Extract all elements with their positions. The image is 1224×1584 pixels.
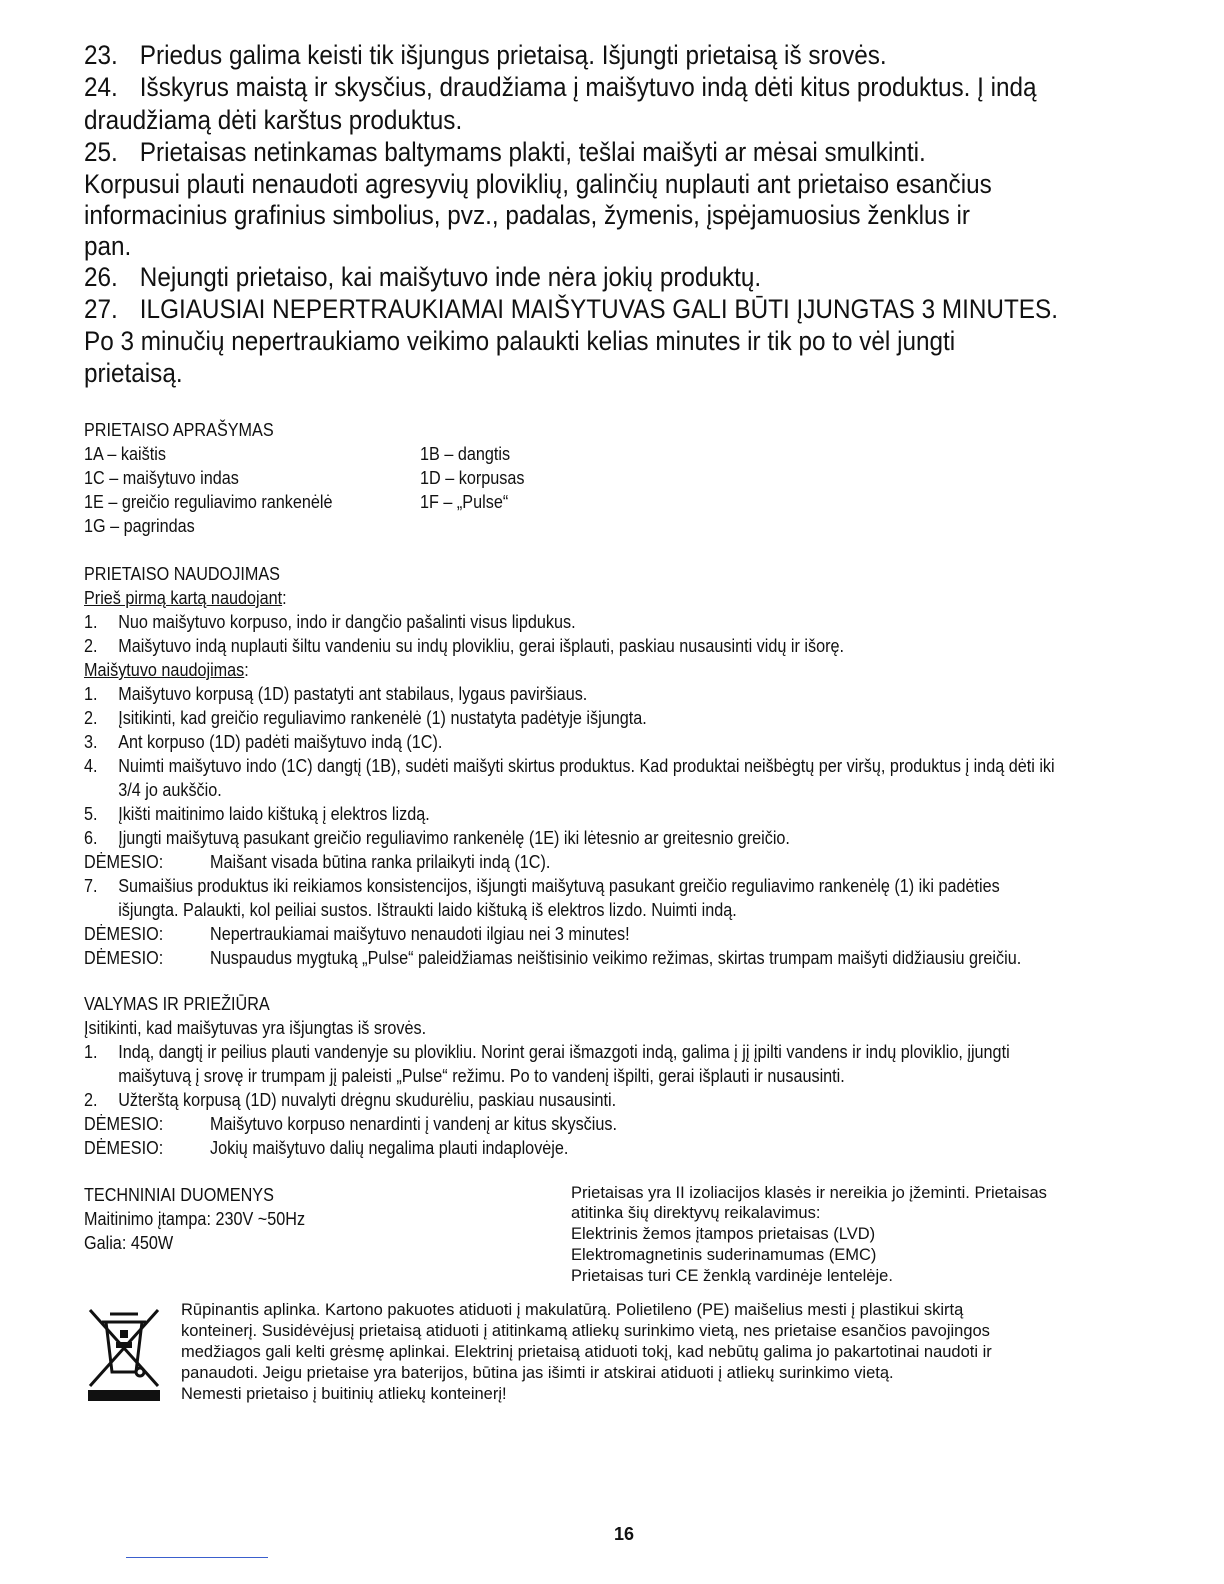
cleaning-intro: Įsitikinti, kad maišytuvas yra išjungtas iš srovės. <box>84 1018 427 1038</box>
list-item-cont: maišytuvą į srovę ir trumpam jį paleisti „Pulse“ režimu. Po to vandenį išpilti, gerai išplauti ir nusausinti. <box>118 1066 845 1086</box>
warning-27: 27. ILGIAUSIAI NEPERTRAUKIAMAI MAIŠYTUVAS GALI BŪTI ĮJUNGTAS 3 MINUTES. <box>84 294 1058 324</box>
environment-line: konteinerį. Susidėvėjusį prietaisą atiduoti į atitinkamą atliekų surinkimo vietą, nes prietaise esančios pavojingos <box>181 1322 990 1340</box>
attention-note: DĖMESIO: Nuspaudus mygtuką „Pulse“ paleidžiamas neištisinio veikimo režimas, skirtas trumpam maišyti didžiausiu greičiu. <box>84 948 1022 968</box>
environment-line: Nemesti prietaiso į buitinių atliekų konteinerį! <box>181 1385 507 1403</box>
warning-24-cont: draudžiamą dėti karštus produktus. <box>84 105 463 135</box>
description-heading: PRIETAISO APRAŠYMAS <box>84 420 274 440</box>
use-heading: Maišytuvo naudojimas: <box>84 660 249 680</box>
environment-line: medžiagos gali kelti grėsmę aplinkai. Elektrinį prietaisą atiduoti tokį, kad nebūtų galima jo pakartotinai naudoti ir <box>181 1343 992 1361</box>
list-item: 2. Maišytuvo indą nuplauti šiltu vandeniu su indų plovikliu, gerai išplauti, paskiau nusausinti vidų ir išorę. <box>84 636 845 656</box>
warning-25-line3: informacinius grafinius simbolius, pvz., padalas, žymenis, įspėjamuosius ženklus ir <box>84 200 970 230</box>
list-item: 7. Sumaišius produktus iki reikiamos konsistencijos, išjungti maišytuvą pasukant greičio reguliavimo rankenėlę (1) iki padėties <box>84 876 1000 896</box>
list-item: 2. Užterštą korpusą (1D) nuvalyti drėgnu skudurėliu, paskiau nusausinti. <box>84 1090 617 1110</box>
attention-note: DĖMESIO: Nepertraukiamai maišytuvo nenaudoti ilgiau nei 3 minutes! <box>84 924 630 944</box>
list-item: 2. Įsitikinti, kad greičio reguliavimo rankenėlė (1) nustatyta padėtyje išjungta. <box>84 708 647 728</box>
cleaning-heading: VALYMAS IR PRIEŽIŪRA <box>84 994 270 1014</box>
warning-26: 26. Nejungti prietaiso, kai maišytuvo inde nėra jokių produktų. <box>84 262 762 292</box>
before-first-use-heading: Prieš pirmą kartą naudojant: <box>84 588 287 608</box>
class-info-line: Elektromagnetinis suderinamumas (EMC) <box>571 1246 877 1264</box>
technical-voltage: Maitinimo įtampa: 230V ~50Hz <box>84 1209 306 1229</box>
list-item: 1. Indą, dangtį ir peilius plauti vandenyje su plovikliu. Norint gerai išmazgoti indą, galima į jį įpilti vandens ir indų ploviklio, įjungti <box>84 1042 1010 1062</box>
class-info-line: Elektrinis žemos įtampos prietaisas (LVD) <box>571 1225 876 1243</box>
description-item: 1F – „Pulse“ <box>420 492 509 512</box>
warning-25: 25. Prietaisas netinkamas baltymams plakti, tešlai maišyti ar mėsai smulkinti. <box>84 137 926 167</box>
technical-heading: TECHNINIAI DUOMENYS <box>84 1185 274 1205</box>
class-info-line: Prietaisas yra II izoliacijos klasės ir nereikia jo įžeminti. Prietaisas <box>571 1184 1047 1202</box>
class-info-line: Prietaisas turi CE ženklą vardinėje lentelėje. <box>571 1267 893 1285</box>
environment-line: Rūpinantis aplinka. Kartono pakuotes atiduoti į makulatūrą. Polietileno (PE) maišelius mesti į plastikui skirtą <box>181 1301 964 1319</box>
warning-24: 24. Išskyrus maistą ir skysčius, draudžiama į maišytuvo indą dėti kitus produktus. Į indą <box>84 72 1037 102</box>
warning-23: 23. Priedus galima keisti tik išjungus prietaisą. Išjungti prietaisą iš srovės. <box>84 40 887 70</box>
list-item: 5. Įkišti maitinimo laido kištuką į elektros lizdą. <box>84 804 430 824</box>
list-item: 1. Nuo maišytuvo korpuso, indo ir dangčio pašalinti visus lipdukus. <box>84 612 576 632</box>
warning-27-line3: prietaisą. <box>84 358 183 388</box>
list-item: 4. Nuimti maišytuvo indo (1C) dangtį (1B), sudėti maišyti skirtus produktus. Kad produktai neišbėgtų per viršų, produktus į indą dėti iki <box>84 756 1055 776</box>
warning-27-line2: Po 3 minučių nepertraukiamo veikimo palaukti kelias minutes ir tik po to vėl jungti <box>84 326 956 356</box>
description-item: 1B – dangtis <box>420 444 511 464</box>
environment-line: panaudoti. Jeigu prietaise yra baterijos, būtina jas išimti ir atskirai atiduoti į atliekų surinkimo vietą. <box>181 1364 894 1382</box>
crossed-out-wheelie-bin-icon <box>84 1306 164 1402</box>
technical-power: Galia: 450W <box>84 1233 174 1253</box>
list-item-cont: 3/4 jo aukščio. <box>118 780 222 800</box>
footer-divider <box>126 1557 268 1558</box>
description-item: 1G – pagrindas <box>84 516 195 536</box>
list-item: 1. Maišytuvo korpusą (1D) pastatyti ant stabilaus, lygaus paviršiaus. <box>84 684 588 704</box>
attention-note: DĖMESIO: Maišant visada būtina ranka prilaikyti indą (1C). <box>84 852 551 872</box>
usage-heading: PRIETAISO NAUDOJIMAS <box>84 564 280 584</box>
description-item: 1E – greičio reguliavimo rankenėlė <box>84 492 333 512</box>
description-item: 1D – korpusas <box>420 468 525 488</box>
description-item: 1A – kaištis <box>84 444 166 464</box>
list-item: 6. Įjungti maišytuvą pasukant greičio reguliavimo rankenėlę (1E) iki lėtesnio ar greitesnio greičio. <box>84 828 790 848</box>
attention-note: DĖMESIO: Maišytuvo korpuso nenardinti į vandenį ar kitus skysčius. <box>84 1114 617 1134</box>
list-item-cont: išjungta. Palaukti, kol peiliai sustos. Ištraukti laido kištuką iš elektros lizdo. Nuimti indą. <box>118 900 737 920</box>
description-item: 1C – maišytuvo indas <box>84 468 239 488</box>
warning-25-line2: Korpusui plauti nenaudoti agresyvių ploviklių, galinčių nuplauti ant prietaiso esančius <box>84 169 992 199</box>
attention-note: DĖMESIO: Jokių maišytuvo dalių negalima plauti indaplovėje. <box>84 1138 569 1158</box>
warning-25-line4: pan. <box>84 231 132 261</box>
list-item: 3. Ant korpuso (1D) padėti maišytuvo indą (1C). <box>84 732 443 752</box>
class-info-line: atitinka šių direktyvų reikalavimus: <box>571 1204 821 1222</box>
page-number: 16 <box>613 1524 635 1544</box>
